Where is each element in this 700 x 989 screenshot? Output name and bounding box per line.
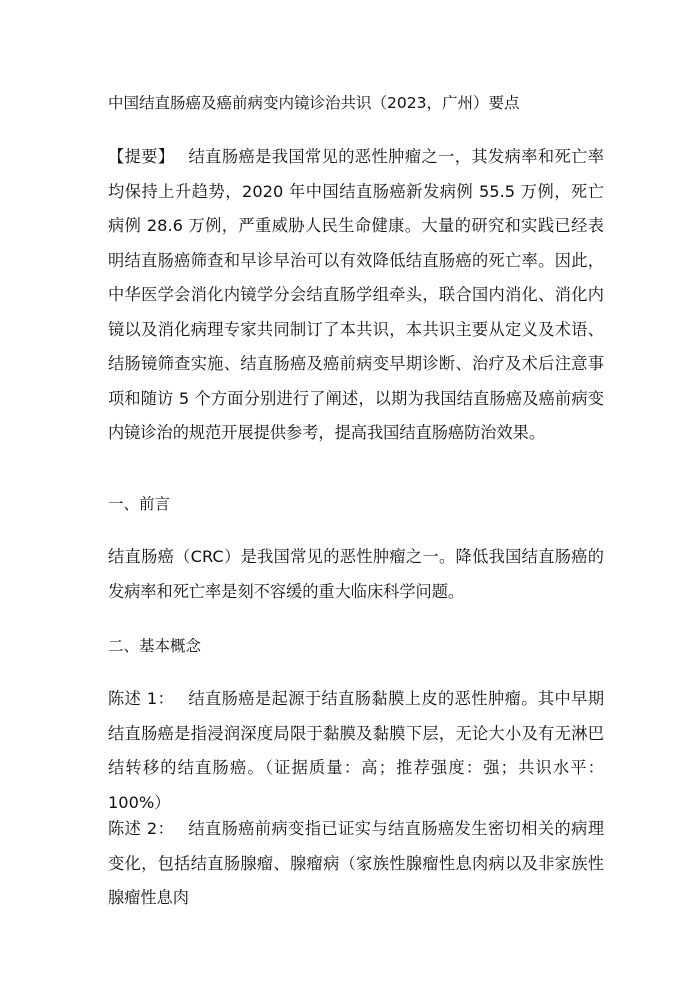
section-heading-basic-concepts: 二、基本概念 [108, 637, 202, 655]
statement-2-label: 陈述 2： [108, 819, 175, 838]
statement-1-paragraph [108, 682, 604, 820]
document-title: 中国结直肠癌及癌前病变内镜诊治共识（2023，广州）要点 [108, 94, 520, 112]
abstract-text: 结直肠癌是我国常见的恶性肿瘤之一，其发病率和死亡率均保持上升趋势，2020 年中国结直肠癌新发病例 55.5 万例，死亡病例 28.6 万例，严重威胁人民生命健康。大量的研究和实践已经表明结直肠癌筛查和早诊早治可以有效降低结直肠癌的死亡率。因此，中华医学会消化内镜学分会结直肠学组牵头，联合国内消化、消化内镜以及消化病理专家共同制订了本共识，本共识主要从定义及术语、结肠镜筛查实施、结直肠癌及癌前病变早期诊断、治疗及术后注意事项和随访 5 个方面分别进行了阐述，以期为我国结直肠癌及癌前病变内镜诊治的规范开展提供参考，提高我国结直肠癌防治效果。 [108, 147, 605, 442]
section-heading-preface: 一、前言 [108, 495, 171, 513]
statement-1-label: 陈述 1： [108, 689, 175, 708]
abstract-paragraph [108, 140, 604, 451]
statement-2-paragraph [108, 812, 604, 916]
abstract-label: 【提要】 [108, 147, 175, 166]
statement-1-text: 结直肠癌是起源于结直肠黏膜上皮的恶性肿瘤。其中早期结直肠癌是指浸润深度局限于黏膜及黏膜下层，无论大小及有无淋巴结转移的结直肠癌。（证据质量：高；推荐强度：强；共识水平：100%） [108, 689, 605, 812]
preface-paragraph: 结直肠癌（CRC）是我国常见的恶性肿瘤之一。降低我国结直肠癌的发病率和死亡率是刻不容缓的重大临床科学问题。 [108, 547, 604, 601]
statement-2-text: 结直肠癌前病变指已证实与结直肠癌发生密切相关的病理变化，包括结直肠腺瘤、腺瘤病（家族性腺瘤性息肉病以及非家族性腺瘤性息肉 [108, 819, 605, 907]
